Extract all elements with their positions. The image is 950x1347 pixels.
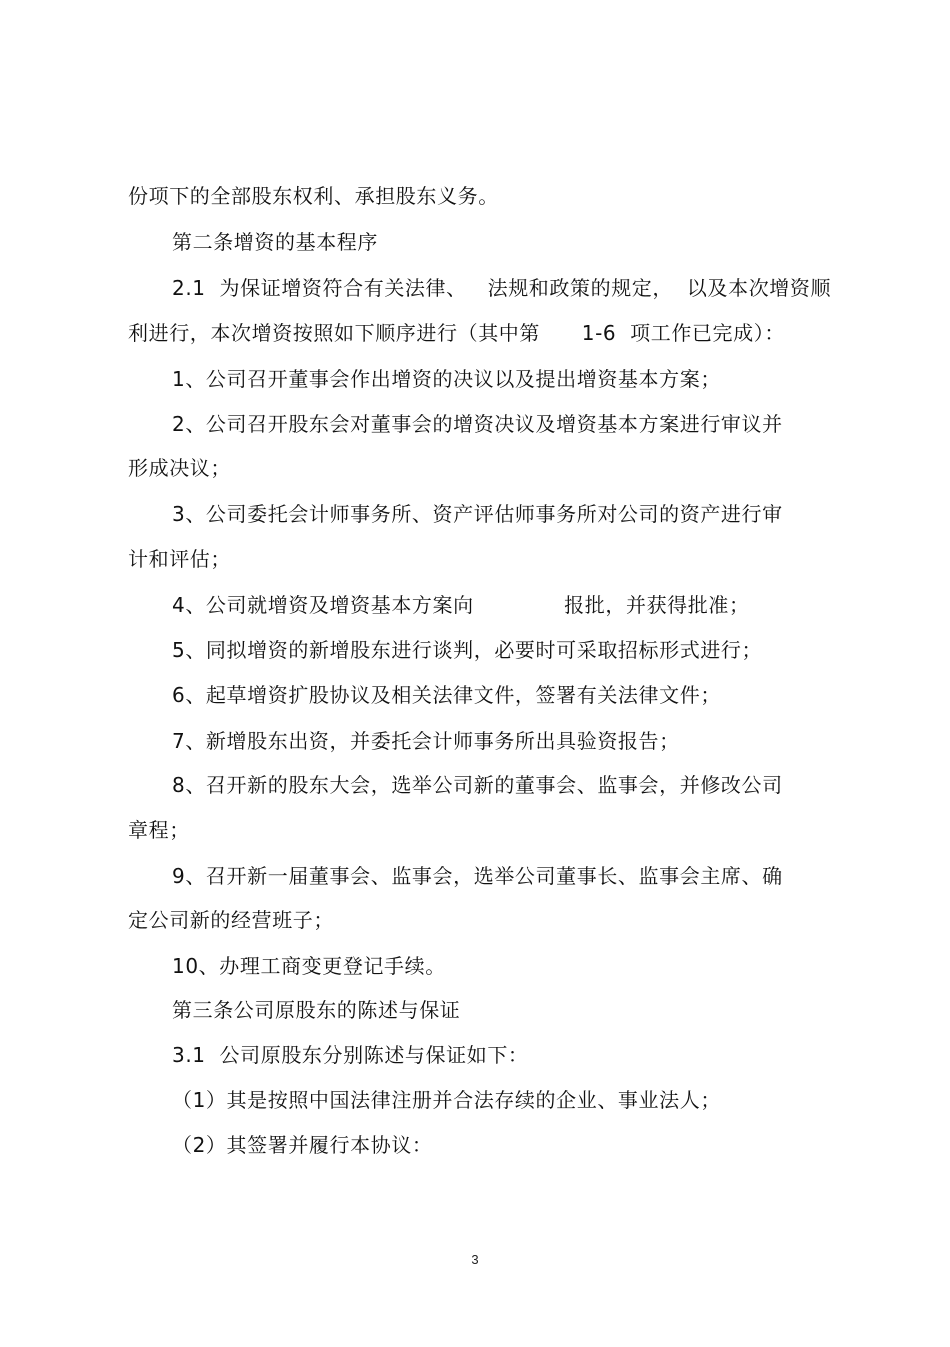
list-item: 1、公司召开董事会作出增资的决议以及提出增资基本方案； xyxy=(172,367,721,391)
list-item: 10、办理工商变更登记手续。 xyxy=(172,954,446,978)
paragraph-line: 利进行，本次增资按照如下顺序进行（其中第 1-6 项工作已完成）： xyxy=(128,321,785,345)
list-item: 8、召开新的股东大会，选举公司新的董事会、监事会，并修改公司 xyxy=(172,773,783,797)
list-item-continuation: 形成决议； xyxy=(128,456,231,480)
list-item-continuation: 章程； xyxy=(128,818,190,842)
list-item-continuation: 计和评估； xyxy=(128,547,231,571)
list-item: 7、新增股东出资，并委托会计师事务所出具验资报告； xyxy=(172,729,680,753)
list-item: （2）其签署并履行本协议： xyxy=(172,1133,433,1157)
list-item: 2、公司召开股东会对董事会的增资决议及增资基本方案进行审议并 xyxy=(172,412,783,436)
list-item: 5、同拟增资的新增股东进行谈判，必要时可采取招标形式进行； xyxy=(172,638,763,662)
paragraph-line: 2.1 为保证增资符合有关法律、 法规和政策的规定， 以及本次增资顺 xyxy=(172,276,832,300)
list-item: 9、召开新一届董事会、监事会，选举公司董事长、监事会主席、确 xyxy=(172,864,783,888)
paragraph-line: 份项下的全部股东权利、承担股东义务。 xyxy=(128,184,499,208)
list-item: 4、公司就增资及增资基本方案向 报批，并获得批准； xyxy=(172,593,750,617)
list-item-continuation: 定公司新的经营班子； xyxy=(128,908,334,932)
section-heading-article-2: 第二条增资的基本程序 xyxy=(172,230,378,254)
section-heading-article-3: 第三条公司原股东的陈述与保证 xyxy=(172,998,461,1022)
paragraph-line: 3.1 公司原股东分别陈述与保证如下： xyxy=(172,1043,529,1067)
list-item: （1）其是按照中国法律注册并合法存续的企业、事业法人； xyxy=(172,1088,721,1112)
list-item: 3、公司委托会计师事务所、资产评估师事务所对公司的资产进行审 xyxy=(172,502,783,526)
list-item: 6、起草增资扩股协议及相关法律文件，签署有关法律文件； xyxy=(172,683,721,707)
page-number: 3 xyxy=(471,1252,479,1267)
